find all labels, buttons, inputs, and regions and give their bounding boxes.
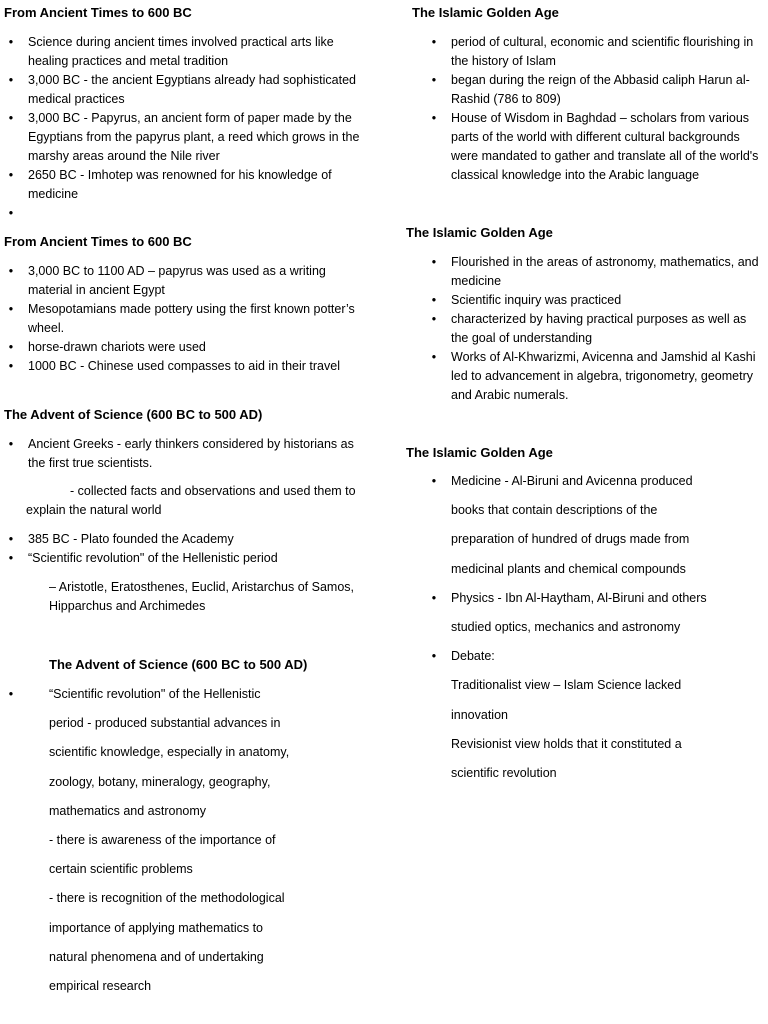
right-section-2 bbox=[406, 223, 764, 405]
list-item: • 3,000 BC to 1100 AD – papyrus was used as a writing material in ancient Egypt bbox=[8, 264, 326, 297]
list-item: • 3,000 BC - the ancient Egyptians already had sophisticated medical practices bbox=[8, 73, 356, 106]
right-section-1 bbox=[406, 3, 764, 185]
bullet-list bbox=[4, 262, 366, 376]
list-item: • Medicine - Al-Biruni and Avicenna produced books that contain descriptions of the preparation of hundred of drugs made from medicinal plants and chemical compounds bbox=[431, 474, 693, 576]
section-heading: The Islamic Golden Age bbox=[406, 225, 553, 240]
list-item: • 3,000 BC - Papyrus, an ancient form of paper made by the Egyptians from the papyrus plant, a reed which grows in the marshy areas around the Nile river bbox=[8, 111, 360, 163]
list-item: • Science during ancient times involved practical arts like healing practices and metal tradition bbox=[8, 35, 334, 68]
list-item: • Ancient Greeks - early thinkers considered by historians as the first true scientists. bbox=[8, 437, 354, 470]
bullet-list bbox=[406, 467, 764, 788]
bullet-list bbox=[4, 680, 366, 1001]
list-item: • 2650 BC - Imhotep was renowned for his knowledge of medicine bbox=[8, 168, 332, 201]
section-heading: From Ancient Times to 600 BC bbox=[4, 234, 192, 249]
bullet-list bbox=[406, 253, 764, 405]
list-item: • 1000 BC - Chinese used compasses to aid in their travel bbox=[8, 359, 340, 373]
section-heading: The Islamic Golden Age bbox=[412, 5, 559, 20]
list-item: • Mesopotamians made pottery using the first known potter’s wheel. bbox=[8, 302, 355, 335]
left-section-4 bbox=[4, 655, 366, 1001]
list-item: • period of cultural, economic and scientific flourishing in the history of Islam bbox=[431, 35, 754, 68]
list-item-empty: • bbox=[8, 206, 14, 220]
bullet-list bbox=[4, 33, 366, 223]
list-item: • began during the reign of the Abbasid caliph Harun al-Rashid (786 to 809) bbox=[431, 73, 750, 106]
section-heading: The Islamic Golden Age bbox=[406, 445, 553, 460]
bullet-list bbox=[406, 33, 764, 185]
list-item: • House of Wisdom in Baghdad – scholars from various parts of the world with different cultural backgrounds were mandated to gather and translate all of the world's classical knowledge into the Arabic language bbox=[431, 111, 759, 182]
section-heading: The Advent of Science (600 BC to 500 AD) bbox=[4, 407, 263, 422]
list-item: • Scientific inquiry was practiced bbox=[431, 293, 622, 307]
bullet-list bbox=[4, 530, 366, 568]
list-item: • characterized by having practical purposes as well as the goal of understanding bbox=[431, 312, 747, 345]
list-item: • Debate: Traditionalist view – Islam Science lacked innovation Revisionist view holds that it constituted a scientific revolution bbox=[431, 649, 682, 781]
list-item: • Physics - Ibn Al-Haytham, Al-Biruni and others studied optics, mechanics and astronomy bbox=[431, 590, 707, 635]
list-item: • Works of Al-Khwarizmi, Avicenna and Jamshid al Kashi led to advancement in algebra, trigonometry, geometry and Arabic numerals. bbox=[431, 350, 756, 402]
indented-note: - collected facts and observations and used them to explain the natural world bbox=[26, 484, 356, 517]
section-heading: The Advent of Science (600 BC to 500 AD) bbox=[49, 657, 308, 672]
left-section-3 bbox=[4, 405, 366, 616]
sub-note: – Aristotle, Eratosthenes, Euclid, Aristarchus of Samos, Hipparchus and Archimedes bbox=[49, 580, 355, 613]
list-item: • “Scientific revolution" of the Hellenistic period bbox=[8, 551, 278, 565]
left-section-2 bbox=[4, 232, 366, 376]
list-item: • horse-drawn chariots were used bbox=[8, 340, 206, 354]
right-section-3 bbox=[406, 443, 764, 788]
left-section-1 bbox=[4, 3, 366, 223]
list-item: • “Scientific revolution" of the Hellenistic period - produced substantial advances in scientific knowledge, especially in anatomy, zoology, botany, mineralogy, geography, mathematics and astronomy - there is awareness of the importance of certain scientific problems - there is recognition of the methodological importance of applying mathematics to natural phenomena and of undertaking empirical research bbox=[8, 687, 290, 994]
bullet-list bbox=[4, 435, 366, 473]
section-heading: From Ancient Times to 600 BC bbox=[4, 5, 192, 20]
list-item: • 385 BC - Plato founded the Academy bbox=[8, 532, 234, 546]
list-item: • Flourished in the areas of astronomy, mathematics, and medicine bbox=[431, 255, 759, 288]
